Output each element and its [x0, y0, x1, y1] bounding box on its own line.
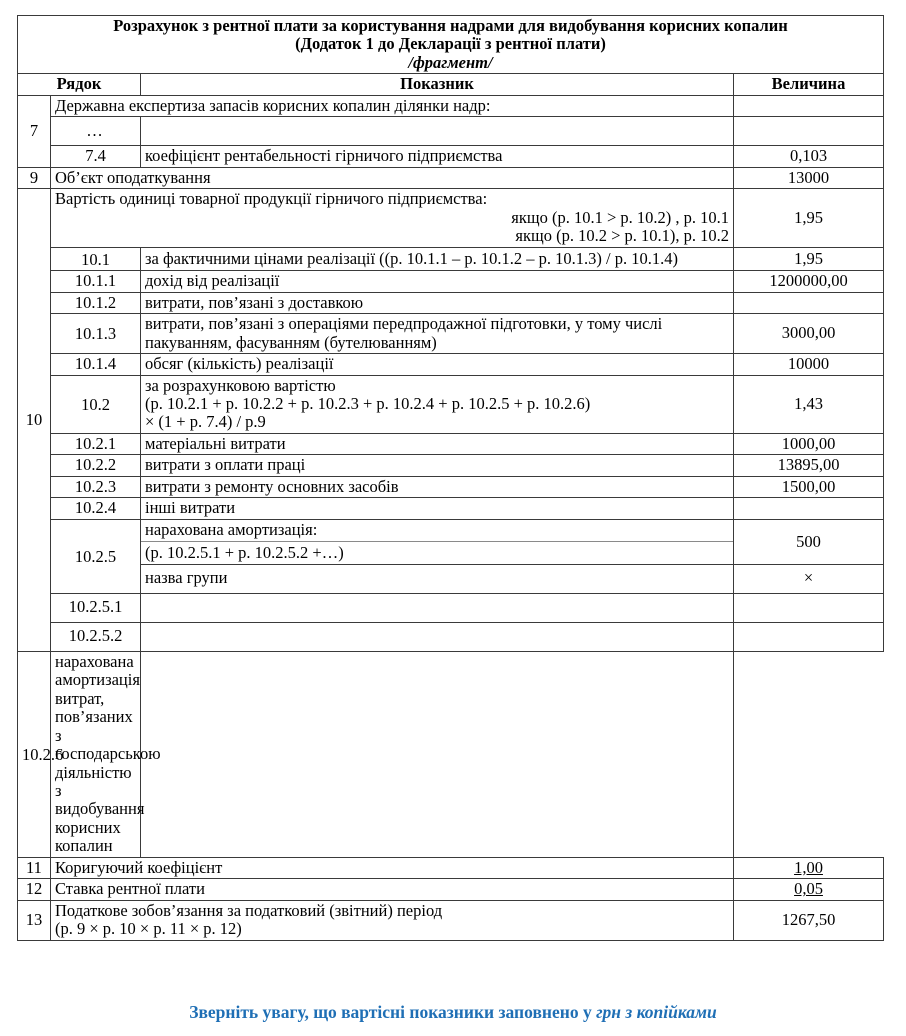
indicator-line-1: Вартість одиниці товарної продукції гірничого підприємства:: [55, 189, 488, 209]
row-indicator: Об’єкт оподаткування: [51, 167, 734, 188]
table-row: [18, 651, 884, 857]
row-value: ×: [734, 564, 884, 593]
row-subnumber: 10.2.2: [51, 455, 141, 476]
row-value: 1,95: [734, 247, 884, 270]
row-value: [734, 857, 884, 878]
indicator-line-1: за розрахунковою вартістю: [145, 375, 336, 395]
row-indicator: за фактичними цінами реалізації ((р. 10.1.1 – р. 10.1.2 – р. 10.1.3) / р. 10.1.4): [141, 247, 734, 270]
row-indicator: інші витрати: [141, 498, 734, 519]
table-row: [18, 564, 884, 593]
row-value: 1,43: [734, 375, 884, 433]
footnote-emphasis: грн з копійками: [596, 1002, 717, 1022]
table-header-row: [18, 74, 884, 95]
indicator-line-2: (р. 10.2.1 + р. 10.2.2 + р. 10.2.3 + р. 10.2.4 + р. 10.2.5 + р. 10.2.6): [145, 393, 591, 413]
row-value: [734, 622, 884, 651]
title-line-2: (Додаток 1 до Декларації з рентної плати): [295, 34, 606, 54]
title-line-3: /фрагмент/: [408, 52, 493, 72]
row-indicator: витрати, пов’язані з доставкою: [141, 292, 734, 313]
row-value: 13000: [734, 167, 884, 188]
row-value: 1267,50: [734, 900, 884, 940]
row-value: 500: [734, 519, 884, 564]
table-row: [18, 375, 884, 433]
indicator-line-1: нарахована амортизація:: [141, 521, 733, 542]
row-indicator: [51, 900, 734, 940]
table-row: [18, 271, 884, 292]
table-row: [18, 593, 884, 622]
table-row: [18, 117, 884, 146]
row-indicator: коефіцієнт рентабельності гірничого підприємства: [141, 146, 734, 167]
row-indicator: Ставка рентної плати: [51, 879, 734, 900]
row-indicator: обсяг (кількість) реалізації: [141, 354, 734, 375]
row-subnumber: 7.4: [51, 146, 141, 167]
row-indicator: назва групи: [141, 564, 734, 593]
row-value: 1000,00: [734, 433, 884, 454]
row-subnumber: 10.2.5.1: [51, 593, 141, 622]
indicator-line-2: (р. 9 × р. 10 × р. 11 × р. 12): [55, 919, 242, 939]
row-subnumber: 10.2: [51, 375, 141, 433]
row-indicator: [141, 375, 734, 433]
title-row: [18, 16, 884, 74]
row-subnumber: …: [51, 117, 141, 146]
table-row: [18, 519, 884, 564]
table-row: [18, 95, 884, 116]
row-indicator: [141, 117, 734, 146]
indicator-line-3: × (1 + р. 7.4) / р.9: [145, 412, 266, 432]
row-number: 7: [18, 95, 51, 167]
table-row: [18, 476, 884, 497]
row-value: [734, 292, 884, 313]
row-value: 0,103: [734, 146, 884, 167]
row-indicator: [51, 651, 161, 857]
table-row: [18, 189, 884, 247]
table-row: [18, 146, 884, 167]
row-indicator: дохід від реалізації: [141, 271, 734, 292]
row-indicator: витрати з оплати праці: [141, 455, 734, 476]
table-row: [18, 314, 884, 354]
footnote-note: [0, 1002, 906, 1023]
row-value: 1500,00: [734, 476, 884, 497]
table-row: [18, 498, 884, 519]
row-value: [734, 879, 884, 900]
row-value: 10000: [734, 354, 884, 375]
table-row: [18, 857, 884, 878]
indicator-line-2: діяльністю з видобування корисних копалин: [55, 762, 145, 856]
row-number: 9: [18, 167, 51, 188]
indicator-line-1: нарахована амортизація витрат, пов’язаних з господарською: [55, 651, 161, 764]
indicator-line-2: якщо (р. 10.1 > р. 10.2) , р. 10.1: [511, 207, 729, 227]
row-value: 1200000,00: [734, 271, 884, 292]
row-indicator: [141, 519, 734, 564]
row-subnumber: 10.1.4: [51, 354, 141, 375]
indicator-line-1: Податкове зобов’язання за податковий (звітний) період: [55, 900, 443, 920]
row-indicator: матеріальні витрати: [141, 433, 734, 454]
row-subnumber: 10.2.1: [51, 433, 141, 454]
row-value: 3000,00: [734, 314, 884, 354]
table-row: [18, 900, 884, 940]
table-row: [18, 455, 884, 476]
header-value: Величина: [734, 74, 884, 95]
row-subnumber: 10.2.3: [51, 476, 141, 497]
row-value: 1,95: [734, 189, 884, 247]
row-indicator: [141, 593, 734, 622]
row-number: 10: [18, 189, 51, 651]
row-subnumber: 10.1.3: [51, 314, 141, 354]
table-row: [18, 622, 884, 651]
header-indicator: Показник: [141, 74, 734, 95]
row-indicator: витрати з ремонту основних засобів: [141, 476, 734, 497]
row-value: [734, 117, 884, 146]
table-row: [18, 433, 884, 454]
row-subnumber: 10.2.5: [51, 519, 141, 593]
row-indicator: витрати, пов’язані з операціями передпродажної підготовки, у тому числі пакуванням, фасуванням (бутелюванням): [141, 314, 734, 354]
row-value-text: 1,00: [794, 857, 823, 877]
row-subnumber: 10.2.6: [18, 651, 51, 857]
table-row: [18, 292, 884, 313]
row-value-text: 0,05: [794, 879, 823, 899]
row-number: 12: [18, 879, 51, 900]
table-row: [18, 354, 884, 375]
row-subnumber: 10.1: [51, 247, 141, 270]
rent-payment-calculation-table: [17, 15, 884, 941]
indicator-line-2: (р. 10.2.5.1 + р. 10.2.5.2 +…): [145, 543, 344, 563]
row-subnumber: 10.2.4: [51, 498, 141, 519]
row-value: [734, 593, 884, 622]
row-number: 13: [18, 900, 51, 940]
row-value: [141, 651, 734, 857]
table-row: [18, 247, 884, 270]
row-value: [734, 95, 884, 116]
row-subnumber: 10.1.2: [51, 292, 141, 313]
row-value: [734, 498, 884, 519]
indicator-line-3: якщо (р. 10.2 > р. 10.1), р. 10.2: [515, 226, 729, 246]
table-row: [18, 167, 884, 188]
row-indicator: [141, 622, 734, 651]
row-indicator: Коригуючий коефіцієнт: [51, 857, 734, 878]
table-row: [18, 879, 884, 900]
row-indicator: Державна експертиза запасів корисних копалин ділянки надр:: [51, 95, 734, 116]
row-subnumber: 10.1.1: [51, 271, 141, 292]
footnote-text: Зверніть увагу, що вартісні показники заповнено у: [189, 1002, 597, 1022]
row-number: 11: [18, 857, 51, 878]
row-subnumber: 10.2.5.2: [51, 622, 141, 651]
header-row-no: Рядок: [18, 74, 141, 95]
title-line-1: Розрахунок з рентної плати за користування надрами для видобування корисних копалин: [113, 16, 788, 35]
row-indicator: [51, 189, 734, 247]
row-value: 13895,00: [734, 455, 884, 476]
document-title-cell: [18, 16, 884, 74]
